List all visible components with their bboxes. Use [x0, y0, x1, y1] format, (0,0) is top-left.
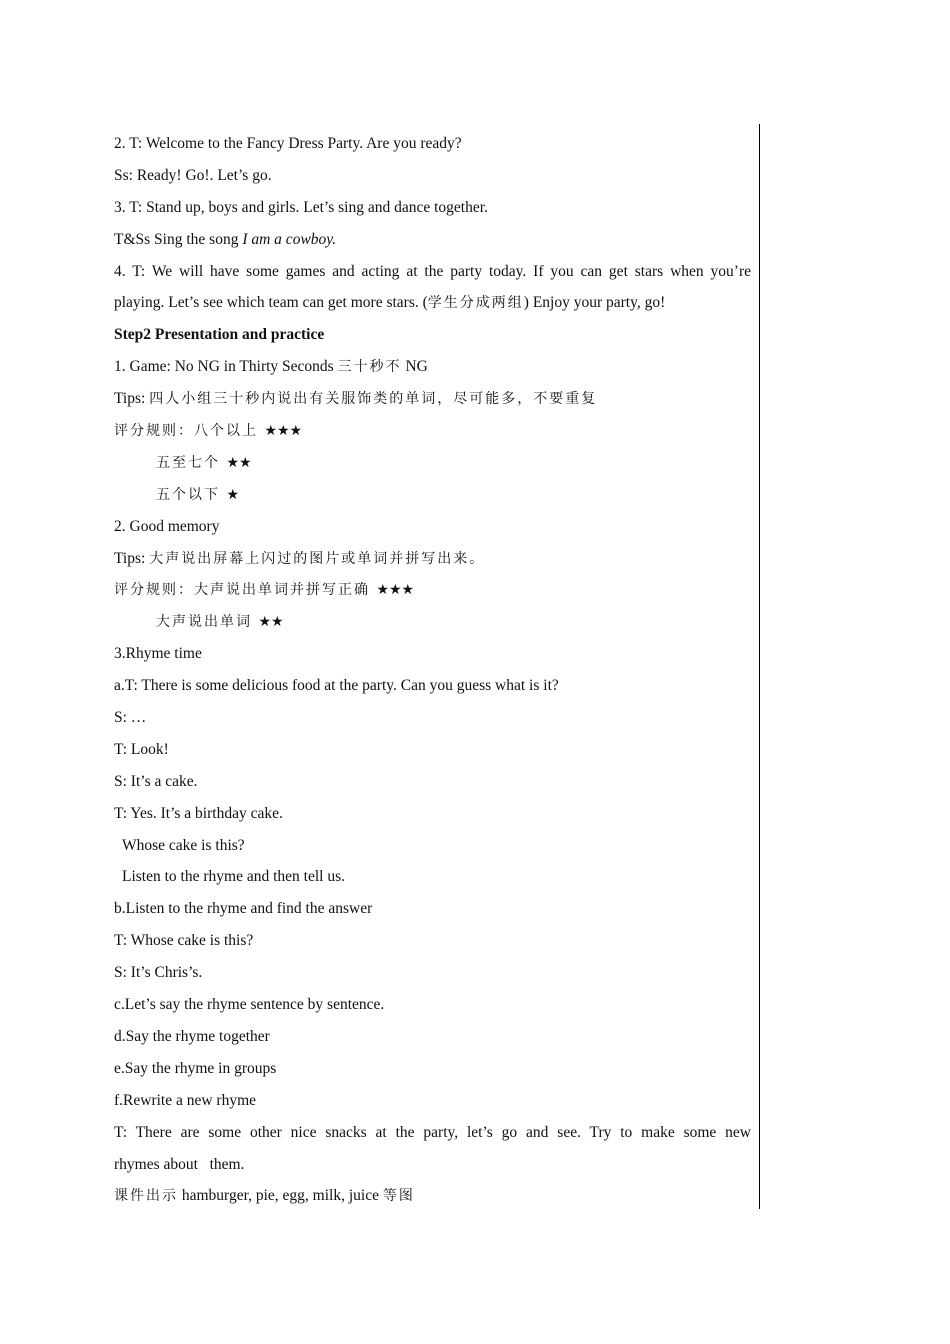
- text-line: [114, 383, 751, 415]
- text-run: Tips:: [114, 390, 150, 408]
- text-run: 1. Game: No NG in Thirty Seconds: [114, 358, 338, 376]
- text-line: a.T: There is some delicious food at the party. Can you guess what is it?: [114, 677, 559, 695]
- table-right-border: [759, 124, 760, 1209]
- text-line: e.Say the rhyme in groups: [114, 1059, 277, 1077]
- cjk-text: 学生分成两组: [427, 295, 524, 312]
- text-line: T: Whose cake is this?: [114, 932, 254, 950]
- text-line: [114, 287, 751, 319]
- text-run: ) Enjoy your party, go!: [523, 294, 666, 312]
- text-run: playing. Let’s see which team can get more stars. (: [114, 294, 428, 312]
- text-line: Listen to the rhyme and then tell us.: [122, 868, 345, 886]
- text-line: [114, 1180, 751, 1212]
- cjk-text: 评分规则：大声说出单词并拼写正确: [114, 582, 377, 599]
- star-rating: ★: [226, 486, 240, 503]
- text-line: b.Listen to the rhyme and find the answer: [114, 900, 373, 918]
- section-heading: Step2 Presentation and practice: [114, 326, 325, 344]
- cjk-text: 评分规则：八个以上: [114, 423, 265, 440]
- text-line: T: Look!: [114, 740, 169, 758]
- text-line: 3. T: Stand up, boys and girls. Let’s sing and dance together.: [114, 198, 488, 216]
- cjk-text: 四人小组三十秒内说出有关服饰类的单词，尽可能多，不要重复: [149, 391, 598, 408]
- star-rating: ★★★: [376, 582, 415, 599]
- text-line: S: It’s Chris’s.: [114, 964, 203, 982]
- text-line: f.Rewrite a new rhyme: [114, 1091, 257, 1109]
- star-rating: ★★: [226, 454, 252, 471]
- scoring-rule: [114, 479, 751, 511]
- song-title: I am a cowboy.: [242, 230, 337, 248]
- scoring-rule: [114, 606, 751, 638]
- text-line: S: …: [114, 709, 147, 727]
- text-line: d.Say the rhyme together: [114, 1027, 270, 1045]
- text-line: T: There are some other nice snacks at the party, let’s go and see. Try to make some new: [114, 1123, 751, 1141]
- text-line: rhymes about them.: [114, 1155, 245, 1173]
- cjk-text: 大声说出单词: [156, 614, 259, 631]
- lesson-content: [114, 128, 751, 1212]
- scoring-rule: [114, 574, 751, 606]
- text-line: Whose cake is this?: [122, 836, 245, 854]
- cjk-text: 五个以下: [156, 486, 227, 503]
- cjk-text: 五至七个: [156, 454, 227, 471]
- star-rating: ★★: [258, 614, 284, 631]
- text-line: Ss: Ready! Go!. Let’s go.: [114, 166, 272, 184]
- cjk-text: 课件出示: [114, 1188, 178, 1205]
- text-line: 2. Good memory: [114, 517, 220, 535]
- cjk-text: 三十秒不: [337, 359, 402, 376]
- scoring-rule: [114, 415, 751, 447]
- text-line: [114, 351, 751, 383]
- text-line: 2. T: Welcome to the Fancy Dress Party. Are you ready?: [114, 135, 462, 152]
- text-line: [114, 543, 751, 575]
- text-run: T&Ss Sing the song: [114, 230, 243, 248]
- text-line: 3.Rhyme time: [114, 645, 202, 663]
- text-line: 4. T: We will have some games and acting at the party today. If you can get stars when you’re: [114, 262, 751, 280]
- cjk-text: 等图: [382, 1188, 415, 1205]
- text-line: T: Yes. It’s a birthday cake.: [114, 804, 283, 822]
- scoring-rule: [114, 447, 751, 479]
- text-line: c.Let’s say the rhyme sentence by sentence.: [114, 996, 385, 1014]
- text-line: S: It’s a cake.: [114, 772, 198, 790]
- text-run: Tips:: [114, 549, 150, 567]
- text-run: NG: [401, 358, 428, 376]
- text-line: [114, 224, 751, 256]
- text-run: hamburger, pie, egg, milk, juice: [178, 1187, 383, 1205]
- star-rating: ★★★: [264, 423, 303, 440]
- cjk-text: 大声说出屏幕上闪过的图片或单词并拼写出来。: [149, 550, 486, 567]
